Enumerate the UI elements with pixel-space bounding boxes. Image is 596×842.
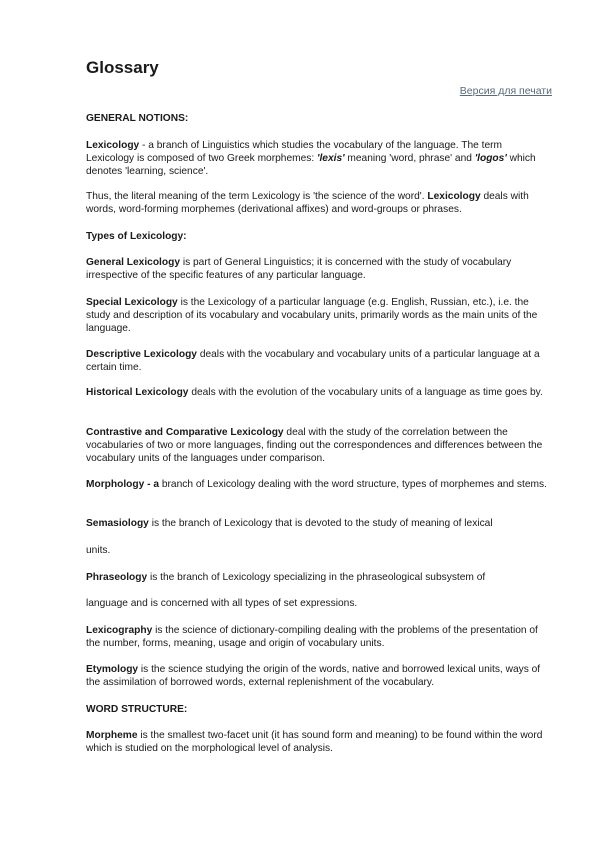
- paragraph-text: Thus, the literal meaning of the term Lexicology is 'the science of the word'.: [86, 191, 428, 202]
- term: Historical Lexicology: [86, 387, 189, 398]
- definition-general-lexicology: [86, 256, 552, 282]
- paragraph-text: deals with words, word-forming morphemes (derivational affixes) and word-groups or phrases.: [86, 191, 529, 215]
- term: Lexicology: [86, 140, 140, 151]
- definition-text: deal with the study of the correlation between the vocabularies of two or more languages, finding out the correspondences and differences between the vocabulary units of the languages under comparison.: [86, 427, 543, 464]
- definition-text: is the science studying the origin of the words, native and borrowed lexical units, ways of the assimilation of borrowed words, external replenishment of the vocabulary.: [86, 664, 541, 688]
- definition-text: deals with the evolution of the vocabulary units of a language as time goes by.: [188, 387, 543, 398]
- definition-special-lexicology: [86, 296, 552, 335]
- definition-text: is the branch of Lexicology that is devoted to the study of meaning of lexical: [148, 518, 493, 529]
- page-title: Glossary: [86, 58, 159, 77]
- definition-text: which denotes 'learning, science'.: [86, 153, 536, 177]
- section-heading-general-notions: GENERAL NOTIONS:: [86, 113, 189, 124]
- definition-text: branch of Lexicology dealing with the word structure, types of morphemes and stems.: [159, 479, 547, 490]
- term: General Lexicology: [86, 257, 180, 268]
- definition-text: deals with the vocabulary and vocabulary units of a particular language at a certain time.: [86, 349, 540, 373]
- term: Special Lexicology: [86, 297, 178, 308]
- definition-text: meaning 'word, phrase' and: [344, 153, 475, 164]
- definition-text: - a branch of Linguistics which studies the vocabulary of the language. The term Lexicology is composed of two Greek morphemes:: [86, 140, 503, 164]
- term: Etymology: [86, 664, 139, 675]
- definition-descriptive-lexicology: [86, 348, 552, 374]
- definition-semasiology: [86, 517, 552, 530]
- definition-morphology: [86, 478, 552, 491]
- term: Descriptive Lexicology: [86, 349, 197, 360]
- term: Lexicology: [427, 191, 481, 202]
- term-lexis: 'lexis': [317, 153, 345, 164]
- term: Morpheme: [86, 730, 138, 741]
- section-heading-word-structure: WORD STRUCTURE:: [86, 704, 188, 715]
- definition-text: is the Lexicology of a particular language (e.g. English, Russian, etc.), i.e. the study and description of its vocabulary and vocabulary units, primarily words as the main units of the language.: [86, 297, 538, 334]
- definition-morpheme: [86, 729, 552, 755]
- term: Morphology - a: [86, 479, 160, 490]
- term: Contrastive and Comparative Lexicology: [86, 427, 284, 438]
- definition-lexicology: [86, 139, 552, 178]
- definition-etymology: [86, 663, 552, 689]
- term: Phraseology: [86, 572, 148, 583]
- paragraph-literal-meaning: [86, 190, 552, 216]
- definition-text: is the science of dictionary-compiling dealing with the problems of the presentation of the number, forms, meaning, usage and origin of vocabulary units.: [86, 625, 538, 649]
- print-version-link[interactable]: Версия для печати: [459, 85, 552, 97]
- definition-text: is part of General Linguistics; it is concerned with the study of vocabulary irrespective of the specific features of any particular language.: [86, 257, 512, 281]
- definition-text: is the smallest two-facet unit (it has sound form and meaning) to be found within the word which is studied on the morphological level of analysis.: [86, 730, 543, 754]
- definition-historical-lexicology: [86, 386, 552, 399]
- definition-lexicography: [86, 624, 552, 650]
- definition-text: is the branch of Lexicology specializing in the phraseological subsystem of: [147, 572, 486, 583]
- term-logos: 'logos': [474, 153, 507, 164]
- definition-contrastive-lexicology: [86, 426, 552, 465]
- definition-phraseology: [86, 571, 552, 584]
- term: Semasiology: [86, 518, 149, 529]
- section-heading-types: Types of Lexicology:: [86, 231, 187, 242]
- term: Lexicography: [86, 625, 153, 636]
- definition-semasiology-continued: units.: [86, 545, 111, 556]
- definition-phraseology-continued: language and is concerned with all types of set expressions.: [86, 598, 358, 609]
